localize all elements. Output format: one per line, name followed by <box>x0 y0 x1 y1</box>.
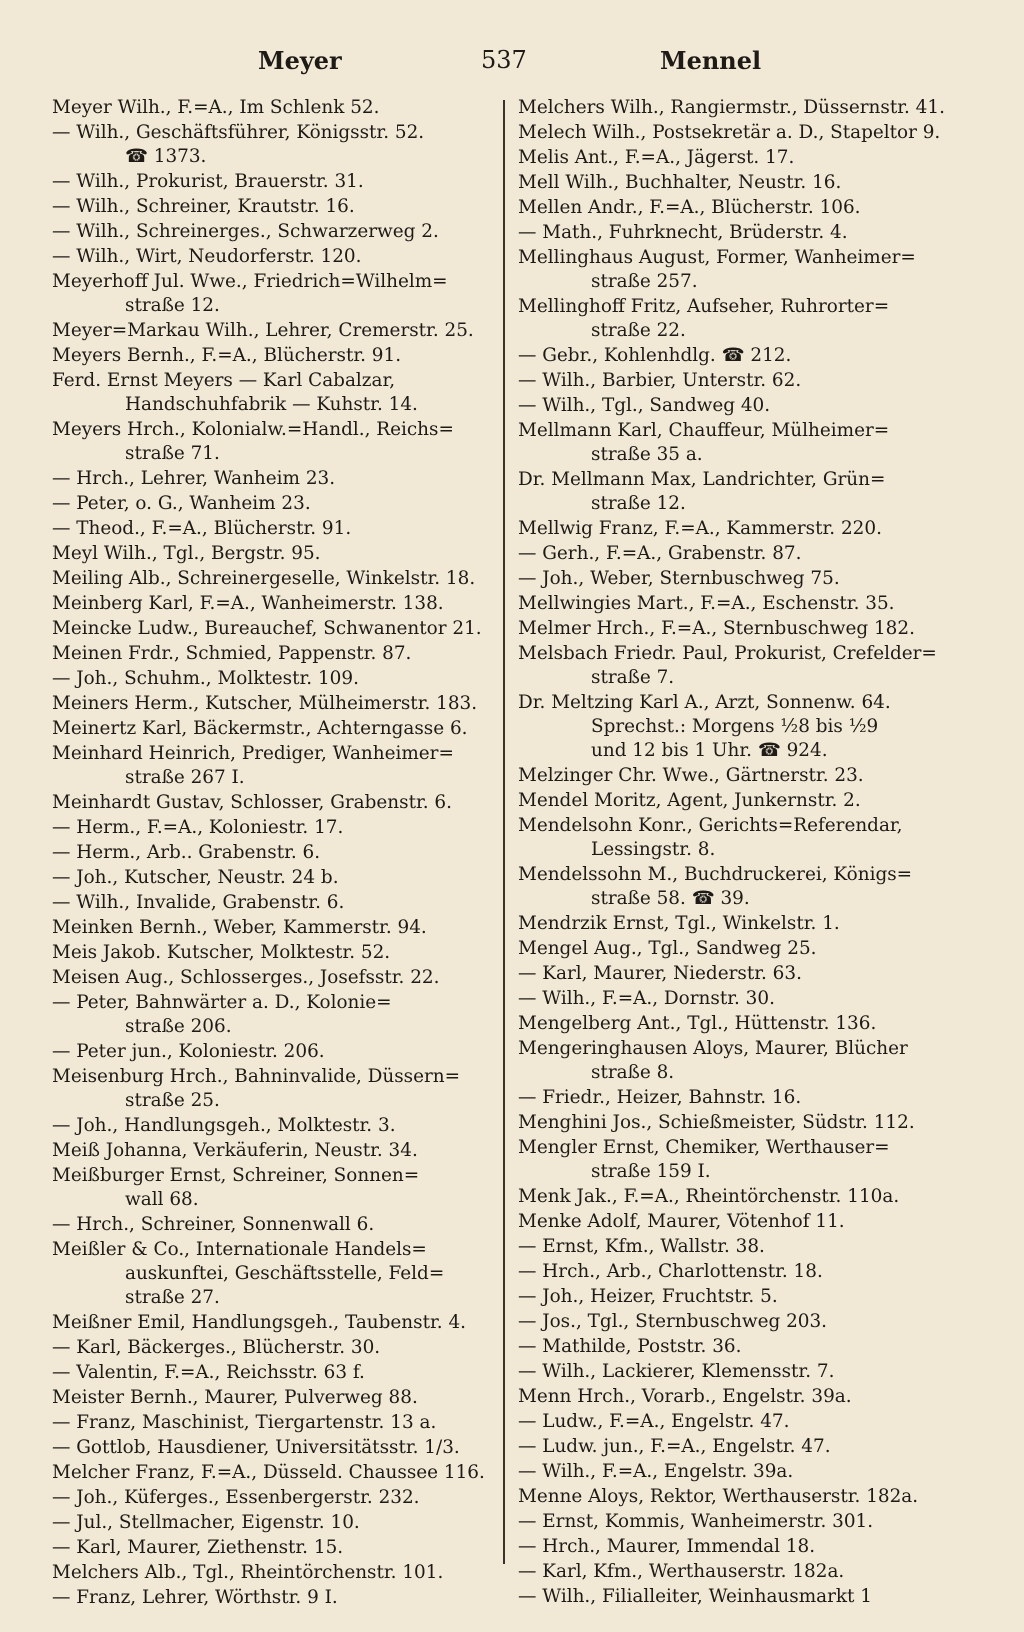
entry-line: — Wilh., Invalide, Grabenstr. 6. <box>52 892 345 913</box>
entry-line: Melmer Hrch., F.=A., Sternbuschweg 182. <box>518 618 915 639</box>
entry-line: Mell Wilh., Buchhalter, Neustr. 16. <box>518 172 842 193</box>
directory-entry <box>52 517 490 541</box>
directory-entry <box>518 1136 954 1184</box>
entry-line: — Hrch., Maurer, Immendal 18. <box>518 1536 816 1557</box>
directory-entry <box>52 1336 490 1360</box>
directory-entry <box>518 1012 954 1036</box>
directory-entry <box>52 692 490 716</box>
entry-line: — Joh., Weber, Sternbuschweg 75. <box>518 568 840 589</box>
entry-line: Meyer Wilh., F.=A., Im Schlenk 52. <box>52 97 380 118</box>
directory-entry <box>52 617 490 641</box>
entry-line: Meisen Aug., Schlosserges., Josefsstr. 22. <box>52 967 440 988</box>
directory-entry <box>52 592 490 616</box>
entry-line: — Math., Fuhrknecht, Brüderstr. 4. <box>518 222 848 243</box>
directory-entry <box>52 1361 490 1385</box>
directory-entry <box>518 863 954 911</box>
entry-line: — Wilh., F.=A., Dornstr. 30. <box>518 988 775 1009</box>
directory-entry <box>518 344 954 368</box>
entry-continuation: straße 267 I. <box>125 767 245 788</box>
entry-line: Menghini Jos., Schießmeister, Südstr. 112. <box>518 1112 915 1133</box>
entry-continuation: straße 257. <box>591 271 698 292</box>
directory-entry <box>518 764 954 788</box>
directory-entry <box>52 220 490 244</box>
directory-entry <box>518 1285 954 1309</box>
entry-continuation: straße 27. <box>125 1287 220 1308</box>
entry-line: — Karl, Bäckerges., Blücherstr. 30. <box>52 1337 381 1358</box>
directory-entry <box>518 1460 954 1484</box>
directory-entry <box>518 1535 954 1559</box>
directory-entry <box>518 1335 954 1359</box>
entry-line: — Peter jun., Koloniestr. 206. <box>52 1041 325 1062</box>
directory-entry <box>518 592 954 616</box>
entry-line: — Gebr., Kohlenhdlg. ☎ 212. <box>518 345 792 366</box>
entry-line: — Ernst, Kommis, Wanheimerstr. 301. <box>518 1511 874 1532</box>
directory-entry <box>52 542 490 566</box>
directory-entry <box>518 1310 954 1334</box>
entry-continuation: und 12 bis 1 Uhr. ☎ 924. <box>591 740 828 761</box>
directory-entry <box>52 1040 490 1064</box>
entry-line: Meinen Frdr., Schmied, Pappenstr. 87. <box>52 643 412 664</box>
header-right-word: Mennel <box>660 46 762 75</box>
entry-line: — Wilh., Prokurist, Brauerstr. 31. <box>52 171 364 192</box>
entry-line: — Hrch., Schreiner, Sonnenwall 6. <box>52 1214 375 1235</box>
entry-line: Menne Aloys, Rektor, Werthauserstr. 182a. <box>518 1486 919 1507</box>
directory-entry <box>52 467 490 491</box>
entry-line: — Hrch., Lehrer, Wanheim 23. <box>52 468 336 489</box>
entry-line: — Joh., Küferges., Essenbergerstr. 232. <box>52 1487 420 1508</box>
directory-entry <box>518 1086 954 1110</box>
entry-line: — Karl, Kfm., Werthauserstr. 182a. <box>518 1561 845 1582</box>
directory-entry <box>518 1560 954 1584</box>
entry-line: Melech Wilh., Postsekretär a. D., Stapeltor 9. <box>518 122 941 143</box>
entry-line: Meißburger Ernst, Schreiner, Sonnen= <box>52 1165 420 1186</box>
entry-line: Meiling Alb., Schreinergeselle, Winkelstr. 18. <box>52 568 476 589</box>
directory-entry <box>518 196 954 220</box>
directory-entry <box>518 1037 954 1085</box>
entry-line: Mellmann Karl, Chauffeur, Mülheimer= <box>518 420 890 441</box>
entry-line: Mellinghoff Fritz, Aufseher, Ruhrorter= <box>518 296 890 317</box>
directory-entry <box>518 937 954 961</box>
entry-line: Menke Adolf, Maurer, Vötenhof 11. <box>518 1211 845 1232</box>
directory-entry <box>52 1436 490 1460</box>
entry-line: Meyerhoff Jul. Wwe., Friedrich=Wilhelm= <box>52 271 448 292</box>
directory-entry <box>52 418 490 466</box>
entry-line: Meyl Wilh., Tgl., Bergstr. 95. <box>52 543 321 564</box>
entry-continuation: ☎ 1373. <box>125 146 207 167</box>
entry-line: Mendelssohn M., Buchdruckerei, Königs= <box>518 864 913 885</box>
directory-entry <box>518 171 954 195</box>
entry-line: Ferd. Ernst Meyers — Karl Cabalzar, <box>52 370 396 391</box>
entry-line: Meis Jakob. Kutscher, Molktestr. 52. <box>52 942 391 963</box>
entry-line: — Joh., Kutscher, Neustr. 24 b. <box>52 867 339 888</box>
directory-entry <box>518 1410 954 1434</box>
directory-entry <box>518 394 954 418</box>
entry-line: Meyers Bernh., F.=A., Blücherstr. 91. <box>52 345 402 366</box>
entry-line: Melsbach Friedr. Paul, Prokurist, Crefelder= <box>518 643 937 664</box>
entry-line: — Wilh., Schreiner, Krautstr. 16. <box>52 196 355 217</box>
entry-line: — Wilh., Lackierer, Klemensstr. 7. <box>518 1361 835 1382</box>
entry-line: Melcher Franz, F.=A., Düsseld. Chaussee 116. <box>52 1462 485 1483</box>
entry-line: Meincke Ludw., Bureauchef, Schwanentor 21. <box>52 618 482 639</box>
directory-entry <box>518 1585 954 1609</box>
entry-line: — Joh., Heizer, Fruchtstr. 5. <box>518 1286 778 1307</box>
entry-line: — Mathilde, Poststr. 36. <box>518 1336 742 1357</box>
entry-line: — Wilh., Schreinerges., Schwarzerweg 2. <box>52 221 439 242</box>
entry-line: — Gerh., F.=A., Grabenstr. 87. <box>518 543 802 564</box>
entry-line: — Gottlob, Hausdiener, Universitätsstr. 1/3. <box>52 1437 460 1458</box>
entry-line: Melis Ant., F.=A., Jägerst. 17. <box>518 147 795 168</box>
directory-entry <box>52 319 490 343</box>
entry-line: — Herm., F.=A., Koloniestr. 17. <box>52 817 344 838</box>
entry-line: — Wilh., Filialleiter, Weinhausmarkt 1 <box>518 1586 872 1607</box>
directory-entry <box>52 841 490 865</box>
page-header <box>0 46 1024 82</box>
directory-entry <box>518 542 954 566</box>
directory-entry <box>52 492 490 516</box>
directory-entry <box>52 642 490 666</box>
entry-line: Menk Jak., F.=A., Rheintörchenstr. 110a. <box>518 1186 900 1207</box>
directory-entry <box>518 1260 954 1284</box>
page-number: 537 <box>481 46 527 74</box>
directory-entry <box>518 1435 954 1459</box>
entry-continuation: Lessingstr. 8. <box>591 839 716 860</box>
directory-entry <box>52 991 490 1039</box>
entry-line: — Theod., F.=A., Blücherstr. 91. <box>52 518 352 539</box>
directory-entry <box>52 170 490 194</box>
directory-entry <box>518 642 954 690</box>
entry-continuation: straße 12. <box>591 493 686 514</box>
directory-entry <box>52 195 490 219</box>
entry-line: Meisenburg Hrch., Bahninvalide, Düssern= <box>52 1066 461 1087</box>
entry-line: Mengel Aug., Tgl., Sandweg 25. <box>518 938 817 959</box>
entry-line: — Valentin, F.=A., Reichsstr. 63 f. <box>52 1362 365 1383</box>
directory-entry <box>518 1485 954 1509</box>
directory-entry <box>52 121 490 169</box>
directory-entry <box>518 814 954 862</box>
directory-entry <box>518 1385 954 1409</box>
directory-entry <box>52 941 490 965</box>
directory-entry <box>52 891 490 915</box>
entry-continuation: Sprechst.: Morgens ½8 bis ½9 <box>591 716 879 737</box>
directory-entry <box>52 742 490 790</box>
directory-entry <box>52 1386 490 1410</box>
directory-entry <box>52 1561 490 1585</box>
entry-line: Meister Bernh., Maurer, Pulverweg 88. <box>52 1387 418 1408</box>
directory-entry <box>52 916 490 940</box>
entry-continuation: Handschuhfabrik — Kuhstr. 14. <box>125 394 418 415</box>
entry-line: Mengler Ernst, Chemiker, Werthauser= <box>518 1137 890 1158</box>
entry-line: Melchers Wilh., Rangiermstr., Düssernstr. 41. <box>518 97 945 118</box>
entry-line: Meyer=Markau Wilh., Lehrer, Cremerstr. 25. <box>52 320 474 341</box>
entry-line: Melchers Alb., Tgl., Rheintörchenstr. 101. <box>52 1562 444 1583</box>
directory-entry <box>518 517 954 541</box>
entry-line: Meiß Johanna, Verkäuferin, Neustr. 34. <box>52 1140 418 1161</box>
directory-entry <box>518 1360 954 1384</box>
entry-line: Dr. Meltzing Karl A., Arzt, Sonnenw. 64. <box>518 692 891 713</box>
directory-entry <box>52 270 490 318</box>
entry-continuation: auskunftei, Geschäftsstelle, Feld= <box>125 1263 445 1284</box>
entry-continuation: straße 71. <box>125 443 220 464</box>
directory-entry <box>52 966 490 990</box>
directory-entry <box>518 419 954 467</box>
entry-line: — Hrch., Arb., Charlottenstr. 18. <box>518 1261 823 1282</box>
entry-continuation: wall 68. <box>125 1189 199 1210</box>
entry-line: — Peter, Bahnwärter a. D., Kolonie= <box>52 992 392 1013</box>
directory-entry <box>52 1461 490 1485</box>
directory-entry <box>518 1235 954 1259</box>
directory-entry <box>52 567 490 591</box>
directory-entry <box>518 912 954 936</box>
entry-continuation: straße 58. ☎ 39. <box>591 888 750 909</box>
directory-entry <box>52 369 490 417</box>
entry-line: Mengelberg Ant., Tgl., Hüttenstr. 136. <box>518 1013 877 1034</box>
directory-entry <box>518 789 954 813</box>
directory-entry <box>52 1139 490 1163</box>
directory-entry <box>518 295 954 343</box>
directory-entry <box>52 791 490 815</box>
directory-entry <box>52 866 490 890</box>
entry-line: — Friedr., Heizer, Bahnstr. 16. <box>518 1087 802 1108</box>
entry-continuation: straße 25. <box>125 1090 220 1111</box>
entry-line: Meiners Herm., Kutscher, Mülheimerstr. 183. <box>52 693 478 714</box>
entry-line: — Wilh., Tgl., Sandweg 40. <box>518 395 771 416</box>
directory-entry <box>52 1511 490 1535</box>
directory-entry <box>52 1114 490 1138</box>
directory-entry <box>52 816 490 840</box>
entry-continuation: straße 8. <box>591 1062 675 1083</box>
directory-entry <box>52 1311 490 1335</box>
entry-line: — Ludw., F.=A., Engelstr. 47. <box>518 1411 790 1432</box>
directory-entry <box>518 146 954 170</box>
entry-line: — Herm., Arb.. Grabenstr. 6. <box>52 842 321 863</box>
directory-entry <box>518 962 954 986</box>
entry-line: — Franz, Lehrer, Wörthstr. 9 I. <box>52 1587 338 1608</box>
entry-line: Mendelsohn Konr., Gerichts=Referendar, <box>518 815 903 836</box>
directory-entry <box>518 1185 954 1209</box>
directory-entry <box>518 246 954 294</box>
directory-entry <box>518 617 954 641</box>
entry-continuation: straße 7. <box>591 667 675 688</box>
directory-entry <box>52 1213 490 1237</box>
directory-entry <box>52 1065 490 1113</box>
entry-line: Meinken Bernh., Weber, Kammerstr. 94. <box>52 917 427 938</box>
entry-line: — Franz, Maschinist, Tiergartenstr. 13 a. <box>52 1412 437 1433</box>
entry-line: — Joh., Schuhm., Molktestr. 109. <box>52 668 359 689</box>
directory-entry <box>52 717 490 741</box>
directory-entry <box>518 1510 954 1534</box>
entry-line: — Karl, Maurer, Ziethenstr. 15. <box>52 1537 344 1558</box>
entry-line: — Ernst, Kfm., Wallstr. 38. <box>518 1236 765 1257</box>
entry-line: — Peter, o. G., Wanheim 23. <box>52 493 311 514</box>
entry-line: — Wilh., Geschäftsführer, Königsstr. 52. <box>52 122 425 143</box>
left-column <box>52 96 490 1611</box>
entry-line: Mellwingies Mart., F.=A., Eschenstr. 35. <box>518 593 895 614</box>
directory-entry <box>52 1536 490 1560</box>
directory-entry <box>518 369 954 393</box>
entry-line: Menn Hrch., Vorarb., Engelstr. 39a. <box>518 1386 852 1407</box>
directory-entry <box>52 96 490 120</box>
directory-entry <box>52 245 490 269</box>
directory-entry <box>52 667 490 691</box>
entry-line: Meinertz Karl, Bäckermstr., Achterngasse 6. <box>52 718 468 739</box>
entry-line: Mellen Andr., F.=A., Blücherstr. 106. <box>518 197 861 218</box>
entry-line: Mendel Moritz, Agent, Junkernstr. 2. <box>518 790 861 811</box>
entry-continuation: straße 22. <box>591 320 686 341</box>
entry-line: — Karl, Maurer, Niederstr. 63. <box>518 963 802 984</box>
entry-line: Meyers Hrch., Kolonialw.=Handl., Reichs= <box>52 419 454 440</box>
entry-line: Melzinger Chr. Wwe., Gärtnerstr. 23. <box>518 765 864 786</box>
entry-line: Meißner Emil, Handlungsgeh., Taubenstr. 4. <box>52 1312 466 1333</box>
directory-entry <box>518 567 954 591</box>
entry-line: Mendrzik Ernst, Tgl., Winkelstr. 1. <box>518 913 840 934</box>
directory-entry <box>518 121 954 145</box>
entry-line: Mellwig Franz, F.=A., Kammerstr. 220. <box>518 518 882 539</box>
entry-line: — Wilh., Wirt, Neudorferstr. 120. <box>52 246 362 267</box>
entry-continuation: straße 35 a. <box>591 444 703 465</box>
directory-entry <box>52 1411 490 1435</box>
directory-entry <box>52 1486 490 1510</box>
entry-line: — Jul., Stellmacher, Eigenstr. 10. <box>52 1512 360 1533</box>
directory-entry <box>518 1111 954 1135</box>
directory-entry <box>52 1238 490 1310</box>
directory-entry <box>518 468 954 516</box>
entry-line: — Wilh., F.=A., Engelstr. 39a. <box>518 1461 794 1482</box>
directory-entry <box>52 1586 490 1610</box>
column-divider <box>503 100 505 1564</box>
entry-line: — Joh., Handlungsgeh., Molktestr. 3. <box>52 1115 396 1136</box>
entry-continuation: straße 206. <box>125 1016 232 1037</box>
directory-entry <box>518 691 954 763</box>
entry-line: Mengeringhausen Aloys, Maurer, Blücher <box>518 1038 908 1059</box>
entry-line: — Jos., Tgl., Sternbuschweg 203. <box>518 1311 828 1332</box>
directory-entry <box>518 96 954 120</box>
entry-line: Meinberg Karl, F.=A., Wanheimerstr. 138. <box>52 593 444 614</box>
entry-continuation: straße 12. <box>125 295 220 316</box>
directory-entry <box>52 1164 490 1212</box>
directory-entry <box>518 1210 954 1234</box>
entry-line: Meinhardt Gustav, Schlosser, Grabenstr. 6. <box>52 792 452 813</box>
header-left-word: Meyer <box>258 46 342 75</box>
directory-entry <box>518 987 954 1011</box>
entry-line: Dr. Mellmann Max, Landrichter, Grün= <box>518 469 886 490</box>
entry-line: Meinhard Heinrich, Prediger, Wanheimer= <box>52 743 454 764</box>
entry-line: — Wilh., Barbier, Unterstr. 62. <box>518 370 802 391</box>
entry-continuation: straße 159 I. <box>591 1161 711 1182</box>
right-column <box>518 96 954 1610</box>
directory-entry <box>518 221 954 245</box>
entry-line: — Ludw. jun., F.=A., Engelstr. 47. <box>518 1436 831 1457</box>
directory-entry <box>52 344 490 368</box>
entry-line: Meißler & Co., Internationale Handels= <box>52 1239 427 1260</box>
entry-line: Mellinghaus August, Former, Wanheimer= <box>518 247 916 268</box>
